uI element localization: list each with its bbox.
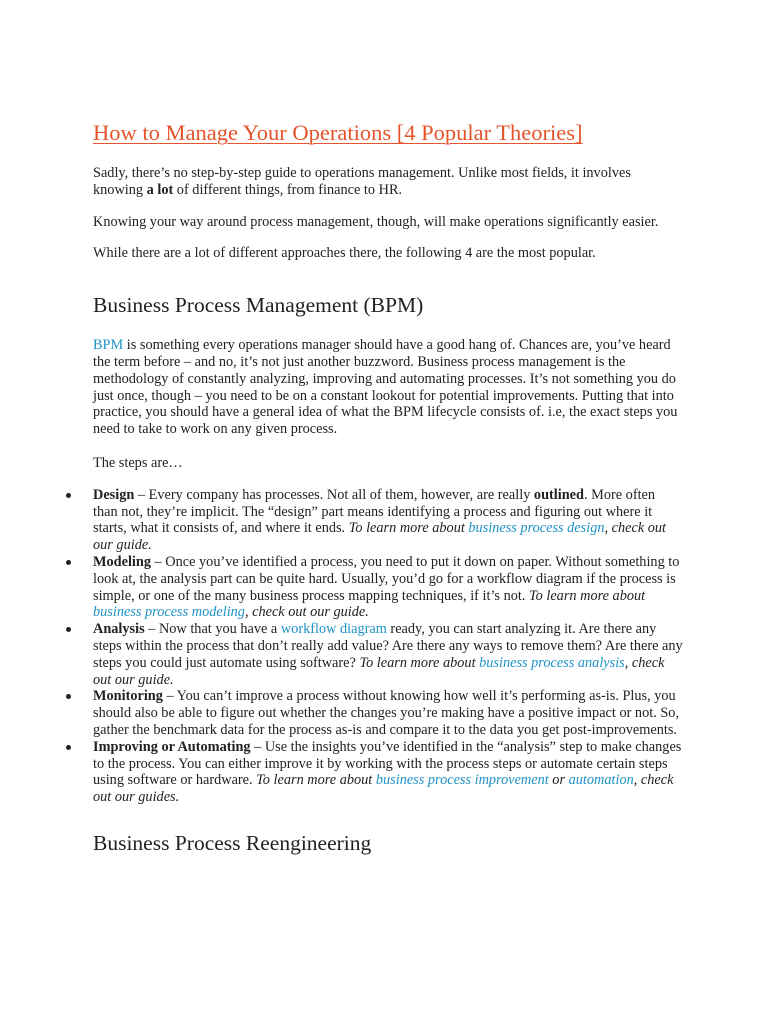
business-process-modeling-link[interactable]: business process modeling <box>93 604 245 621</box>
list-item-improving: Improving or Automating – Use the insights you’ve identified in the “analysis” step to make changes to the process. You can either improve it by working with the process steps or automate certain steps using software or hardware. To learn more about business process improvement or automation, check out our guides. <box>93 739 683 806</box>
bullet-icon <box>66 694 71 699</box>
bpm-steps-list <box>93 487 683 806</box>
bullet-icon <box>66 493 71 498</box>
business-process-analysis-link[interactable]: business process analysis <box>479 654 625 671</box>
list-item-modeling: Modeling – Once you’ve identified a process, you need to put it down on paper. Without something to look at, the analysis part can be quite hard. Usually, you’d go for a workflow diagram if the process is simple, or one of the many business process mapping techniques, if it’s not. To learn more about business process modeling, check out our guide. <box>93 554 683 621</box>
bullet-icon <box>66 560 71 565</box>
intro-paragraph-2: Knowing your way around process management, though, will make operations significantly easier. <box>93 213 659 230</box>
bpr-heading: Business Process Reengineering <box>93 830 372 855</box>
list-item-analysis: Analysis – Now that you have a workflow diagram ready, you can start analyzing it. Are there any steps within the process that don’t really add value? Are there any ways to remove them? Are there any steps you could just automate using software? To learn more about business process analysis, check out our guide. <box>93 621 683 688</box>
page-title: How to Manage Your Operations [4 Popular Theories] <box>93 120 583 145</box>
intro-paragraph-1: Sadly, there’s no step-by-step guide to operations management. Unlike most fields, it involves knowing a lot of different things, from finance to HR. <box>93 165 631 198</box>
list-item-monitoring: Monitoring – You can’t improve a process without knowing how well it’s performing as-is. Plus, you should also be able to figure out whether the changes you’re making have a positive impact or not. So, gather the benchmark data for the process as-is and compare it to the data you get post-improvements. <box>93 688 683 738</box>
bpm-link[interactable]: BPM <box>93 337 124 354</box>
article-body <box>93 118 683 856</box>
automation-link[interactable]: automation <box>568 772 634 789</box>
bpm-paragraph: BPM is something every operations manager should have a good hang of. Chances are, you’ve heard the term before – and no, it’s not just another buzzword. Business process management is the methodology of constantly analyzing, improving and automating processes. It’s not something you do just once, though – you need to be on a constant lookout for potential improvements. Putting that into practice, you should have a general idea of what the BPM lifecycle consists of. i.e, the exact steps you need to take to work on any given process. <box>93 337 678 438</box>
bullet-icon <box>66 627 71 632</box>
bpm-heading: Business Process Management (BPM) <box>93 293 424 318</box>
steps-intro: The steps are… <box>93 454 183 471</box>
bullet-icon <box>66 745 71 750</box>
workflow-diagram-link[interactable]: workflow diagram <box>280 621 387 638</box>
intro-paragraph-3: While there are a lot of different approaches there, the following 4 are the most popular. <box>93 245 596 262</box>
business-process-design-link[interactable]: business process design <box>468 520 605 537</box>
bold-a-lot: a lot <box>146 181 174 198</box>
business-process-improvement-link[interactable]: business process improvement <box>375 772 549 789</box>
list-item-design: Design – Every company has processes. Not all of them, however, are really outlined. More often than not, they’re implicit. The “design” part means identifying a process and figuring out where it starts, what it consists of, and where it ends. To learn more about business process design, check out our guide. <box>93 487 683 554</box>
